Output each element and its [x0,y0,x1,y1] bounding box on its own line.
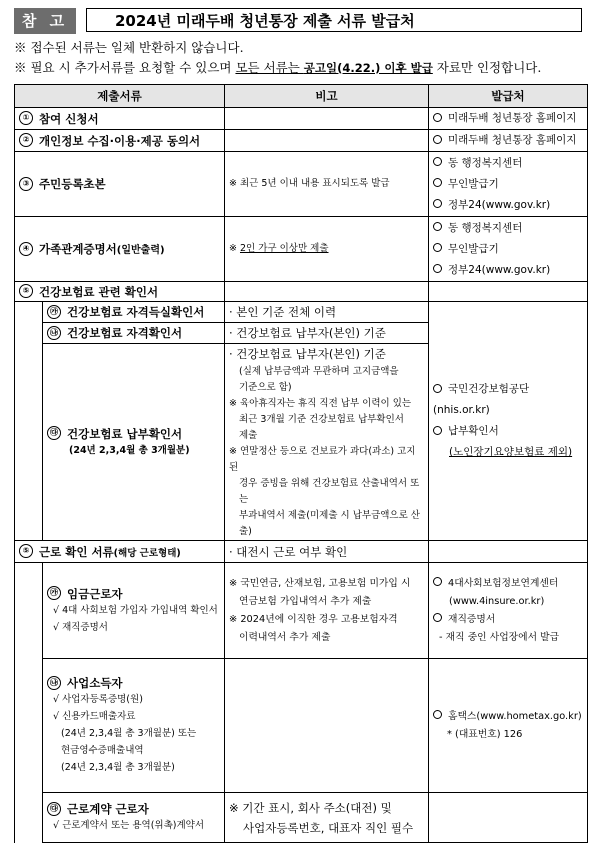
indent-cell [15,302,43,541]
note-cell [225,108,429,130]
col-header-note: 비고 [225,85,429,108]
notice-1: ※ 접수된 서류는 일체 반환하지 않습니다. [14,40,244,55]
doc-cell: ② 개인정보 수집·이용·제공 동의서 [15,130,225,152]
notice-2: ※ 필요 시 추가서류를 요청할 수 있으며 모든 서류는 공고일(4.22.) 이후 발급 자료만 인정합니다. [14,60,542,75]
issuer-cell: 동 행정복지센터 무인발급기 정부24(www.gov.kr) [429,152,588,217]
issuer-cell: 미래두배 청년통장 홈페이지 [429,130,588,152]
table-row [15,130,588,152]
note-cell: · 건강보험료 납부자(본인) 기준 [225,323,429,344]
doc-cell: ㉰ 건강보험료 납부확인서 (24년 2,3,4월 총 3개월분) [43,344,225,541]
note-cell [225,282,429,302]
circle-bullet-icon [433,243,442,252]
circle-bullet-icon [433,426,442,435]
doc-cell: ⑤ 근로 확인 서류(해당 근로형태) [15,541,225,563]
table-row [15,563,588,659]
reference-tag: 참 고 [14,8,76,34]
issuer-cell: 4대사회보험정보연계센터 (www.4insure.or.kr) 재직증명서 - 재직 중인 사업장에서 발급 [429,563,588,659]
table-row [15,108,588,130]
circle-bullet-icon [433,199,442,208]
note-cell: ※ 기간 표시, 회사 주소(대전) 및 사업자등록번호, 대표자 직인 필수 [225,793,429,843]
issuer-cell: 국민건강보험공단(nhis.or.kr) 납부확인서 (노인장기요양보험료 제외) [429,302,588,541]
doc-cell: ㉰ 근로계약 근로자 √ 근로계약서 또는 용역(위촉)계약서 [43,793,225,843]
note-cell: · 대전시 근로 여부 확인 [225,541,429,563]
note-cell [225,659,429,793]
issuer-cell: 홈택스(www.hometax.go.kr) * (대표번호) 126 [429,659,588,793]
issuer-cell [429,541,588,563]
doc-cell: ㉯ 사업소득자 √ 사업자등록증명(원) √ 신용카드매출자료 (24년 2,3,4월 총 3개월분) 또는 현금영수증매출내역 (24년 2,3,4월 총 3개월분) [43,659,225,793]
col-header-document: 제출서류 [15,85,225,108]
doc-cell: ① 참여 신청서 [15,108,225,130]
notice-2-underlined: 모든 서류는 공고일(4.22.) 이후 발급 [235,60,433,75]
circle-bullet-icon [433,135,442,144]
note-cell: ※ 국민연금, 산재보험, 고용보험 미가입 시 연금보험 가입내역서 추가 제출 ※ 2024년에 이직한 경우 고용보험자격 이력내역서 추가 제출 [225,563,429,659]
note-cell [225,130,429,152]
table-header-row [15,85,588,108]
circle-bullet-icon [433,222,442,231]
table-row [15,217,588,282]
table-row [15,659,588,793]
issuer-cell: 동 행정복지센터 무인발급기 정부24(www.gov.kr) [429,217,588,282]
doc-cell: ㉮ 임금근로자 √ 4대 사회보험 가입자 가입내역 확인서 √ 재직증명서 [43,563,225,659]
note-cell: ※ 2인 가구 이상만 제출 [225,217,429,282]
note-cell: · 본인 기준 전체 이력 [225,302,429,323]
circle-bullet-icon [433,577,442,586]
document-table [14,84,588,843]
notice-block [14,38,594,78]
table-row [15,302,588,323]
doc-cell: ㉯ 건강보험료 자격확인서 [43,323,225,344]
table-row [15,541,588,563]
circle-bullet-icon [433,384,442,393]
table-row [15,793,588,843]
doc-cell: ㉮ 건강보험료 자격득실확인서 [43,302,225,323]
doc-cell: ③ 주민등록초본 [15,152,225,217]
circle-bullet-icon [433,613,442,622]
issuer-cell [429,282,588,302]
circle-bullet-icon [433,113,442,122]
circle-bullet-icon [433,710,442,719]
doc-cell: ④ 가족관계증명서(일반출력) [15,217,225,282]
col-header-issuer: 발급처 [429,85,588,108]
header [14,8,582,34]
table-row [15,152,588,217]
note-cell: · 건강보험료 납부자(본인) 기준 (실제 납부금액과 무관하며 고지금액을 기준으로 함) ※ 육아휴직자는 휴직 직전 납부 이력이 있는 최근 3개월 기준 건강보험료 납부확인서 제출 ※ 연말정산 등으로 건보료가 과다(과소) 고지된 경우 증빙을 위해 건강보험료 산출내역서 또는 부과내역서 제출(미제출 시 납부금액으로 산출) [225,344,429,541]
circle-bullet-icon [433,178,442,187]
circle-bullet-icon [433,264,442,273]
doc-cell: ⑤ 건강보험료 관련 확인서 [15,282,225,302]
issuer-cell [429,793,588,843]
table-row [15,282,588,302]
page-title: 2024년 미래두배 청년통장 제출 서류 발급처 [86,8,582,32]
note-cell: ※ 최근 5년 이내 내용 표시되도록 발급 [225,152,429,217]
indent-cell [15,563,43,843]
issuer-cell: 미래두배 청년통장 홈페이지 [429,108,588,130]
circle-bullet-icon [433,157,442,166]
